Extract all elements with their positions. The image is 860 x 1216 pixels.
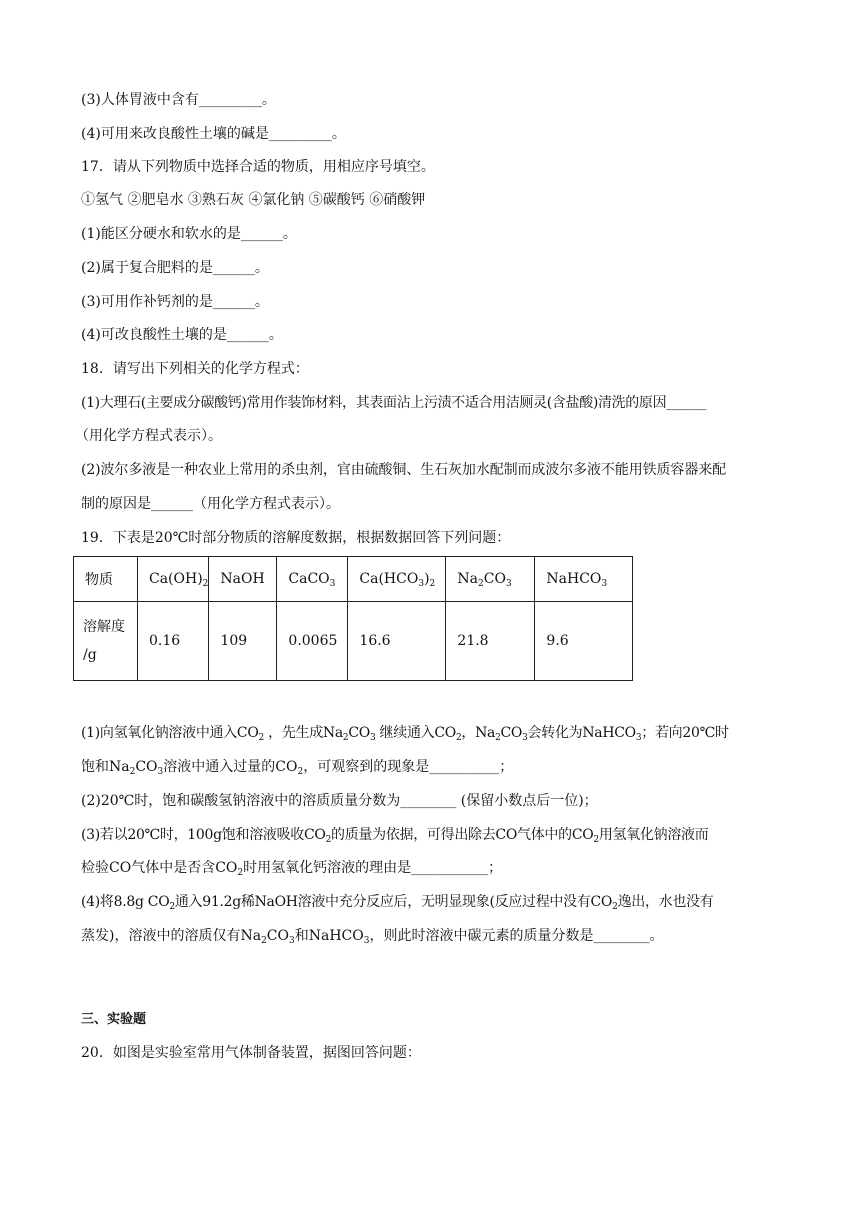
table-header-row xyxy=(74,557,633,602)
table-cell-value: 109 xyxy=(209,602,277,681)
q17-part3: (3)可用作补钙剂的是______。 xyxy=(81,294,269,310)
table-cell-substance: $Ca(OH)_2$ xyxy=(138,557,209,602)
table-cell-value: 0.16 xyxy=(138,602,209,681)
table-cell-substance: NaOH xyxy=(209,557,277,602)
table-cell-value: 0.0065 xyxy=(277,602,348,681)
table-cell-substance: $Ca(HCO_3)_2$ xyxy=(348,557,446,602)
table-cell-substance: CaCO$_3$ xyxy=(277,557,348,602)
q19-part1-line2: 饱和$Na_2CO_3$溶液中通入过量的$CO_2$，可观察到的现象是__________； xyxy=(81,759,514,777)
q17-stem: 17．请从下列物质中选择合适的物质，用相应序号填空。 xyxy=(81,159,435,175)
q19-part4-line1: (4)将8.8g $CO_2$通入91.2g稀NaOH溶液中充分反应后，无明显现象(反应过程中没有$CO_2$逸出，水也没有 xyxy=(81,894,714,912)
solubility-table xyxy=(73,556,633,681)
q19-stem: 19．下表是20℃时部分物质的溶解度数据，根据数据回答下列问题： xyxy=(81,530,511,546)
table-row-label: 溶解度 /g xyxy=(74,602,138,681)
q18-part2-line2: 制的原因是______（用化学方程式表示）。 xyxy=(81,496,340,512)
q17-part4: (4)可改良酸性土壤的是______。 xyxy=(81,327,283,343)
table-cell-value: 21.8 xyxy=(446,602,535,681)
table-cell-value: 9.6 xyxy=(535,602,633,681)
q19-part1-line1: (1)向氢氧化钠溶液中通入$CO_2$ ，先生成$Na_2CO_3$ 继续通入$CO_2$，$Na_2CO_3$会转化为NaHCO$_3$；若向20℃时 xyxy=(81,725,729,743)
q16-part4: (4)可用来改良酸性土壤的碱是_________。 xyxy=(81,126,346,142)
q19-part4-line2: 蒸发)，溶液中的溶质仅有$Na_2CO_3$和NaHCO$_3$，则此时溶液中碳元素的质量分数是________。 xyxy=(81,928,664,946)
q18-part2-line1: (2)波尔多液是一种农业上常用的杀虫剂，官由硫酸铜、生石灰加水配制而成波尔多液不能用铁质容器来配 xyxy=(81,462,727,478)
q20-stem: 20．如图是实验室常用气体制备装置，据图回答问题： xyxy=(81,1045,421,1061)
q19-part3-line2: 检验CO气体中是否含$CO_2$时用氢氧化钙溶液的理由是___________； xyxy=(81,860,503,878)
table-value-row xyxy=(74,602,633,681)
table-cell-value: 16.6 xyxy=(348,602,446,681)
table-cell-substance: $Na_2CO_3$ xyxy=(446,557,535,602)
q18-part1-line1: (1)大理石(主要成分碳酸钙)常用作装饰材料，其表面沾上污渍不适合用洁厕灵(含盐酸)清洗的原因______ xyxy=(81,395,707,411)
table-cell-substance: NaHCO$_3$ xyxy=(535,557,633,602)
q19-part2: (2)20℃时，饱和碳酸氢钠溶液中的溶质质量分数为________ (保留小数点后一位)； xyxy=(81,793,598,809)
q17-part1: (1)能区分硬水和软水的是______。 xyxy=(81,226,297,242)
q18-stem: 18．请写出下列相关的化学方程式： xyxy=(81,361,309,377)
section-heading: 三、实验题 xyxy=(81,1012,147,1027)
q18-part1-line2: （用化学方程式表示）。 xyxy=(75,428,222,444)
table-header-label: 物质 xyxy=(74,557,138,602)
q16-part3: (3)人体胃液中含有_________。 xyxy=(81,92,276,108)
q17-options: ①氢气 ②肥皂水 ③熟石灰 ④氯化钠 ⑤碳酸钙 ⑥硝酸钾 xyxy=(81,192,426,208)
q19-part3-line1: (3)若以20℃时，100g饱和溶液吸收$CO_2$的质量为依据，可得出除去CO气体中的$CO_2$用氢氧化钠溶液而 xyxy=(81,827,709,845)
q17-part2: (2)属于复合肥料的是______。 xyxy=(81,260,269,276)
